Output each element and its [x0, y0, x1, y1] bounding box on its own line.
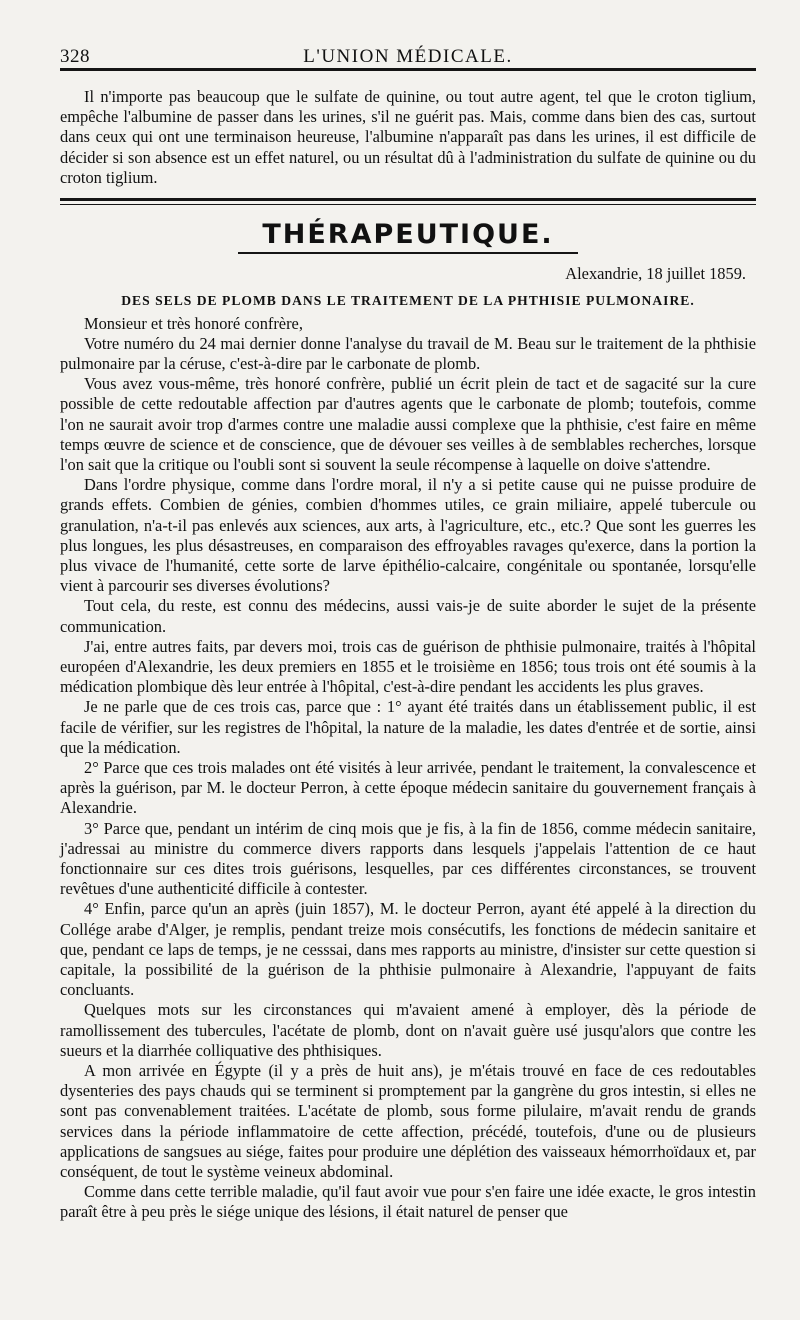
paragraph: 2° Parce que ces trois malades ont été visités à leur arrivée, pendant le traitement, la convalescence et après la guérison, par M. le docteur Perron, à cette époque médecin sanitaire du gouvernement français à Alexandrie.: [60, 757, 756, 818]
paragraph: Quelques mots sur les circonstances qui m'avaient amené à employer, dès la période de ramollissement des tubercules, l'acétate de plomb, dont on n'avait guère usé jusqu'alors que contre les sueurs et la diarrhée colliquative des phthisiques.: [60, 1000, 756, 1060]
article-body: [60, 314, 756, 1223]
paragraph: Dans l'ordre physique, comme dans l'ordre moral, il n'y a si petite cause qui ne puisse produire de grands effets. Combien de génies, combien d'hommes utiles, ce grain miliaire, appelé tubercule ou granulation, n'a-t-il pas enlevés aux sciences, aux arts, à l'agriculture, etc., etc.? Que sont les guerres les plus longues, les plus désastreuses, en comparaison des effroyables ravages qu'exerce, dans la portion la plus vivace de l'humanité, cette sorte de larve épithélio-calcaire, congénitale ou spontanée, lorsqu'elle vient à parcourir ses diverses évolutions?: [60, 475, 756, 596]
paragraph: J'ai, entre autres faits, par devers moi, trois cas de guérison de phthisie pulmonaire, traités à l'hôpital européen d'Alexandrie, les deux premiers en 1855 et le troisième en 1856; tous trois ont été soumis à la médication plombique dès leur entrée à l'hôpital, c'est-à-dire pendant les accidents les plus graves.: [60, 636, 756, 697]
section-divider: [60, 198, 756, 205]
section-title: THÉRAPEUTIQUE.: [262, 219, 554, 251]
paragraph: Vous avez vous-même, très honoré confrère, publié un écrit plein de tact et de sagacité sur la cure possible de cette redoutable affection par d'autres agents que le carbonate de plomb; toutefois, comme l'on ne saurait avoir trop d'armes contre une maladie aussi complexe que la phthisie, c'est faire en même temps œuvre de science et de conscience, que de dévouer ses veilles à de semblables recherches, lorsque l'on sait que la critique ou l'oubli sont si souvent la seule récompense à laquelle on doive s'attendre.: [60, 374, 756, 474]
paragraph: 3° Parce que, pendant un intérim de cinq mois que je fis, à la fin de 1856, comme médecin sanitaire, j'adressai au ministre du commerce divers rapports dans lesquels j'appelais l'attention de ce haut fonctionnaire sur ces dites trois guérisons, lesquelles, par ces différentes circonstances, se trouvent revêtues d'une authenticité difficile à contester.: [60, 818, 756, 899]
dateline: Alexandrie, 18 juillet 1859.: [565, 263, 746, 283]
paragraph: Tout cela, du reste, est connu des médecins, aussi vais-je de suite aborder le sujet de la présente communication.: [60, 596, 756, 636]
paragraph: 4° Enfin, parce qu'un an après (juin 1857), M. le docteur Perron, ayant été appelé à la direction du Collége arabe d'Alger, je remplis, pendant treize mois consécutifs, les fonctions de médecin sanitaire et que, pendant ce laps de temps, je ne cesssai, dans mes rapports au ministre, d'insister sur cette question si capitale, la possibilité de la guérison de la phthisie pulmonaire à Alexandrie, l'appuyant de faits concluants.: [60, 899, 756, 1000]
paragraph: A mon arrivée en Égypte (il y a près de huit ans), je m'étais trouvé en face de ces redoutables dysenteries des pays chauds qui se terminent si promptement par la gangrène du gros intestin, si elles ne sont pas convenablement traitées. L'acétate de plomb, sous forme pilulaire, m'avait rendu de grands services dans la période inflammatoire de cette affection, précédé, toutefois, d'une ou de plusieurs applications de sangsues au siége, faites pour produire une déplétion des vaisseaux hémorrhoïdaux et, par conséquent, de tout le système veineux abdominal.: [60, 1061, 756, 1182]
salutation: Monsieur et très honoré confrère,: [84, 313, 303, 333]
paragraph: Votre numéro du 24 mai dernier donne l'analyse du travail de M. Beau sur le traitement de la phthisie pulmonaire par la céruse, c'est-à-dire par le carbonate de plomb.: [60, 333, 756, 373]
intro-paragraph: Il n'importe pas beaucoup que le sulfate de quinine, ou tout autre agent, tel que le croton tiglium, empêche l'albumine de passer dans les urines, s'il ne guérit pas. Mais, comme dans bien des cas, surtout dans ceux qui ont une terminaison heureuse, l'albumine n'apparaît pas dans les urines, il est difficile de décider si son absence est un effet naturel, ou un résultat dû à l'administration du sulfate de quinine ou du croton tiglium.: [60, 87, 756, 187]
paragraph: Comme dans cette terrible maladie, qu'il faut avoir vue pour s'en faire une idée exacte, le gros intestin paraît être à peu près le siége unique des lésions, il était naturel de penser que: [60, 1182, 756, 1222]
header-rule: [60, 68, 756, 71]
journal-title: L'UNION MÉDICALE.: [303, 46, 513, 67]
article-title: DES SELS DE PLOMB DANS LE TRAITEMENT DE LA PHTHISIE PULMONAIRE.: [121, 292, 695, 308]
paragraph: Je ne parle que de ces trois cas, parce que : 1° ayant été traités dans un établissement public, il est facile de vérifier, sur les registres de l'hôpital, la nature de la maladie, les dates d'entrée et de sortie, ainsi que la médication.: [60, 697, 756, 757]
section-title-rule: [238, 252, 578, 254]
running-header: [60, 28, 756, 67]
page-number: 328: [60, 46, 90, 67]
